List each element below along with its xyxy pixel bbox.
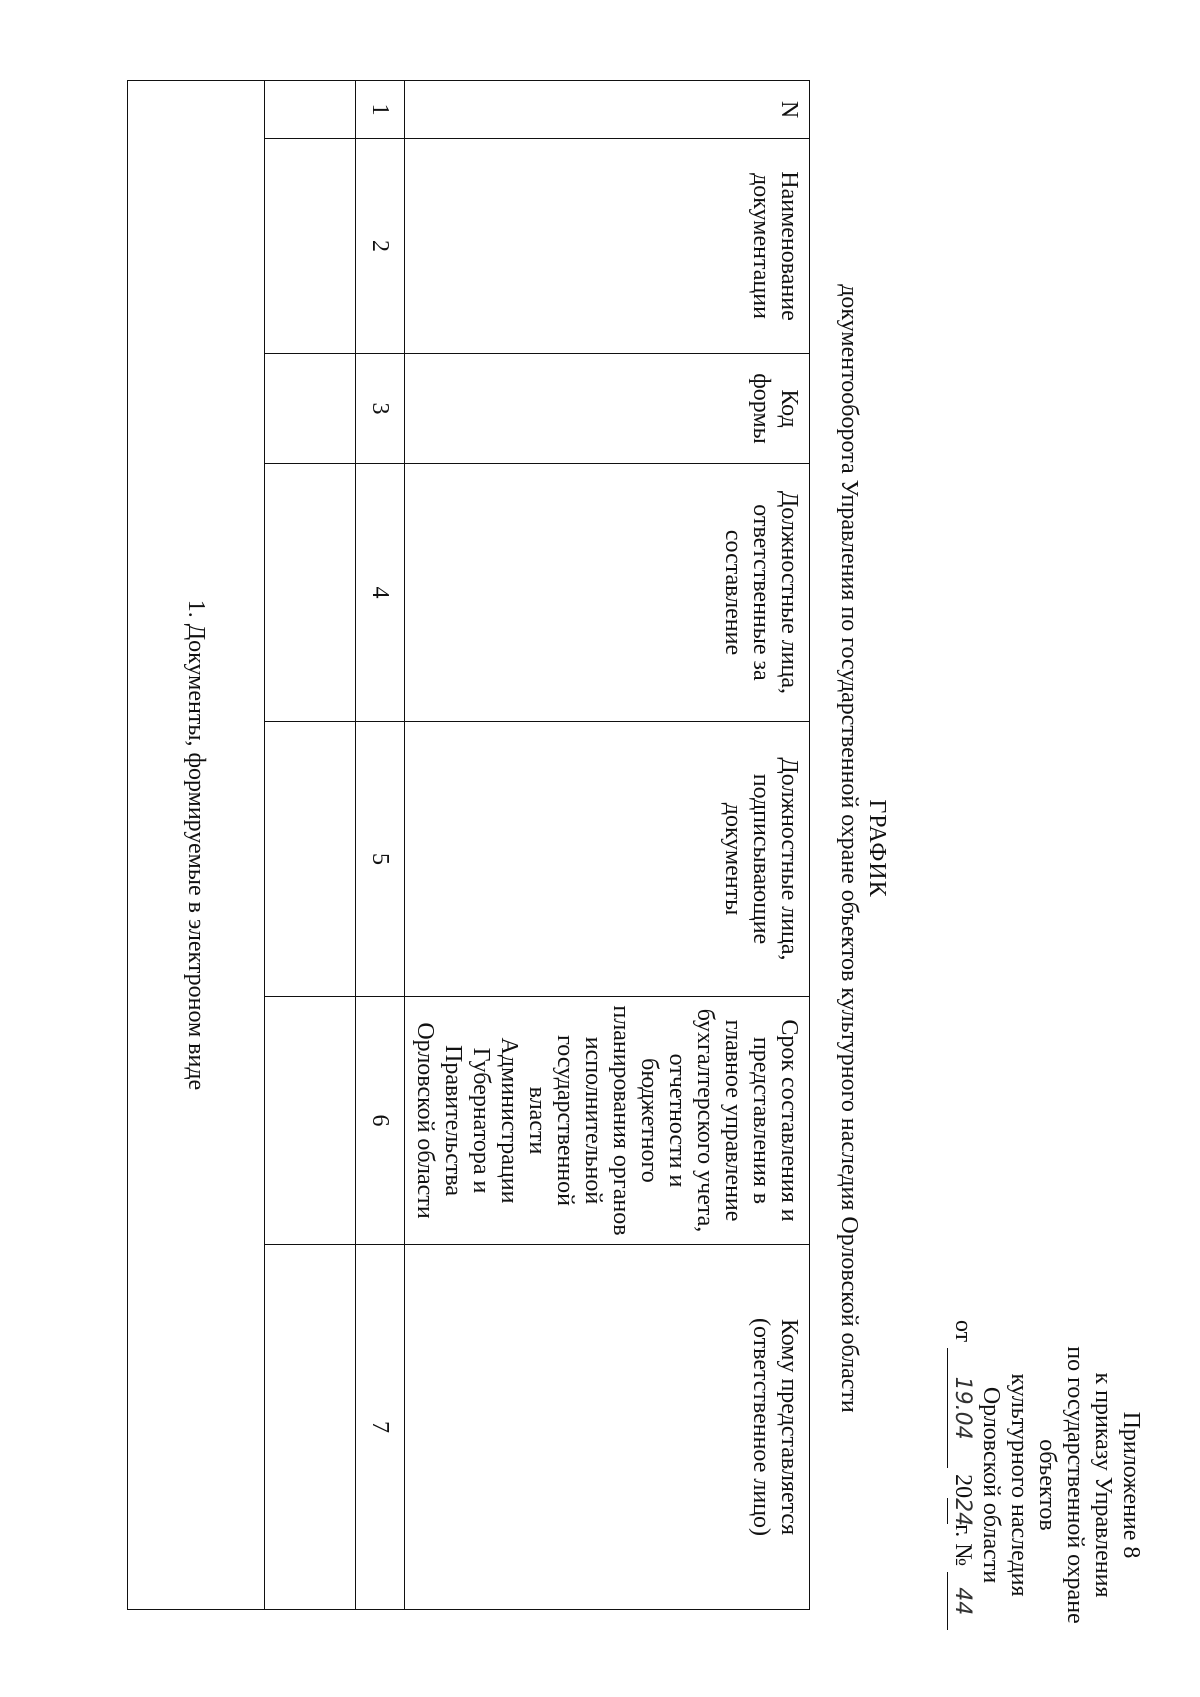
header-cell-number: N	[405, 81, 810, 139]
empty-cell	[265, 722, 356, 997]
order-mark: г. №	[950, 1524, 976, 1567]
column-number-cell: 1	[356, 81, 405, 139]
empty-cell	[265, 997, 356, 1245]
header-cell-responsible: Должностные лица, ответственные за составление	[405, 464, 810, 722]
empty-cell	[265, 1245, 356, 1610]
column-number-cell: 4	[356, 464, 405, 722]
document-title: ГРАФИК	[864, 799, 890, 898]
date-prefix: от	[950, 1320, 976, 1343]
appendix-region-line: культурного наследия Орловской области	[978, 1373, 1032, 1597]
appendix-order-ref: к приказу Управления	[1090, 1372, 1116, 1598]
column-number-cell: 6	[356, 997, 405, 1245]
appendix-agency-line: по государственной охране объектов	[1034, 1346, 1088, 1624]
year-prefix: 20	[950, 1474, 976, 1499]
header-cell-document-name: Наименование документации	[405, 139, 810, 354]
column-number-cell: 5	[356, 722, 405, 997]
appendix-date-line	[947, 1320, 977, 1650]
table-header-row	[405, 81, 810, 1610]
table-empty-row	[265, 81, 356, 1610]
empty-cell	[265, 81, 356, 139]
appendix-block	[947, 1320, 1145, 1650]
empty-cell	[265, 464, 356, 722]
appendix-number: Приложение 8	[1118, 1411, 1144, 1559]
header-cell-signers: Должностные лица, подписывающие документы	[405, 722, 810, 997]
column-number-cell: 7	[356, 1245, 405, 1610]
header-cell-recipient: Кому представляется (ответственное лицо)	[405, 1245, 810, 1610]
empty-cell	[265, 139, 356, 354]
table-column-numbers-row	[356, 81, 405, 1610]
column-number-cell: 2	[356, 139, 405, 354]
handwritten-date: 19.04	[947, 1348, 976, 1468]
section-title-cell: 1. Документы, формируемые в электроном виде	[128, 81, 265, 1610]
handwritten-year: 24	[947, 1498, 976, 1524]
empty-cell	[265, 354, 356, 464]
column-number-cell: 3	[356, 354, 405, 464]
header-cell-deadline: Срок составления и представления в главное управление бухгалтерского учета, отчетности и бюджетного планирования органов исполнительной государственной власти Администрации Губернатора и Правительства Орловской области	[405, 997, 810, 1245]
handwritten-order-number: 44	[947, 1572, 976, 1630]
document-subtitle: документооборота Управления по государственной охране объектов культурного наследия Орловской области	[836, 284, 862, 1413]
table-section-row	[128, 81, 265, 1610]
header-cell-form-code: Код формы	[405, 354, 810, 464]
schedule-table	[127, 80, 810, 1610]
